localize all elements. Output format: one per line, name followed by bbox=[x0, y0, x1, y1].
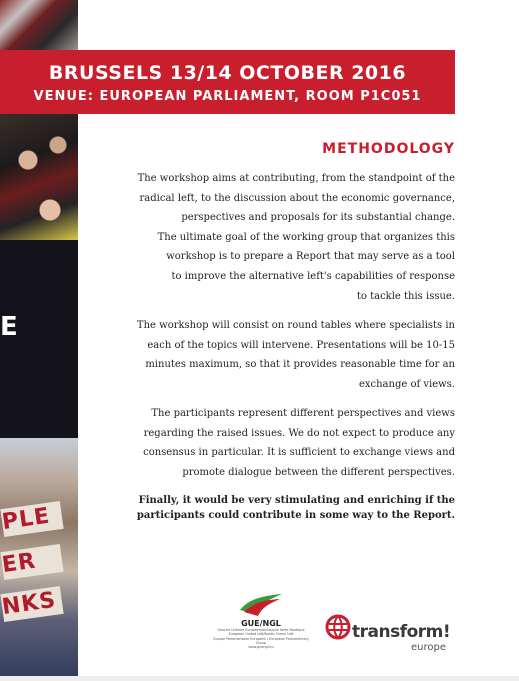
cropped-title-letter: E bbox=[0, 312, 18, 342]
section-title: METHODOLOGY bbox=[322, 141, 455, 157]
globe-icon bbox=[325, 614, 351, 640]
gue-ngl-url: www.guengl.eu bbox=[248, 645, 274, 650]
gue-ngl-emblem-icon bbox=[238, 592, 284, 618]
page-bottom-edge bbox=[0, 676, 519, 681]
text-line: promote dialogue between the different perspectives. bbox=[182, 466, 455, 478]
protest-sign: PLE bbox=[0, 501, 63, 537]
text-line: participants could contribute in some way to the Report. bbox=[136, 509, 455, 521]
protest-photo-top bbox=[0, 0, 78, 50]
event-date: BRUSSELS 13/14 OCTOBER 2016 bbox=[48, 62, 407, 84]
text-line: exchange of views. bbox=[358, 378, 455, 390]
transform-europe-logo bbox=[325, 614, 455, 654]
gue-ngl-subtitle: Groupe Parlementaire Européen / European Parliamentary Group bbox=[213, 636, 309, 645]
gue-ngl-logo bbox=[212, 592, 310, 649]
gue-ngl-name: GUE/NGL bbox=[241, 619, 281, 628]
text-line: The ultimate goal of the working group that organizes this bbox=[157, 231, 455, 243]
text-line: perspectives and proposals for its substantial change. bbox=[181, 212, 455, 224]
text-line: The workshop aims at contributing, from the standpoint of the bbox=[137, 173, 455, 184]
protest-sign: ER bbox=[0, 544, 63, 580]
text-line: to improve the alternative left's capabilities of response bbox=[171, 270, 455, 282]
text-line: minutes maximum, so that it provides reasonable time for an bbox=[145, 359, 455, 371]
event-venue: VENUE: EUROPEAN PARLIAMENT, ROOM P1C051 bbox=[33, 89, 422, 104]
protest-sign: NKS bbox=[0, 586, 63, 622]
text-line: each of the topics will intervene. Presentations will be 10-15 bbox=[147, 339, 455, 351]
text-line: Finally, it would be very stimulating and enriching if the bbox=[138, 495, 455, 506]
gue-ngl-subtitle: European United Left/Nordic Green Left bbox=[228, 632, 294, 637]
event-banner bbox=[0, 50, 455, 114]
text-line: to tackle this issue. bbox=[356, 290, 455, 302]
paragraph-closing bbox=[120, 494, 455, 523]
text-line: workshop is to prepare a Report that may serve as a tool bbox=[166, 251, 455, 263]
gue-ngl-subtitle: Gauche Unitaire Européenne/Gauche Verte Nordique bbox=[217, 628, 305, 632]
transform-subtitle: europe bbox=[411, 642, 446, 653]
paragraph-format bbox=[120, 316, 455, 394]
text-line: regarding the raised issues. We do not expect to produce any bbox=[143, 427, 455, 439]
paragraph-aims bbox=[120, 169, 455, 306]
protest-photo-crowd bbox=[0, 115, 78, 240]
text-line: consensus in particular. It is sufficient to exchange views and bbox=[143, 447, 455, 459]
text-line: The workshop will consist on round tables where specialists in bbox=[136, 320, 455, 331]
transform-name: transform! bbox=[352, 622, 451, 642]
text-line: radical left, to the discussion about the economic governance, bbox=[139, 192, 455, 204]
paragraph-participants bbox=[120, 404, 455, 482]
text-line: The participants represent different perspectives and views bbox=[151, 408, 455, 419]
